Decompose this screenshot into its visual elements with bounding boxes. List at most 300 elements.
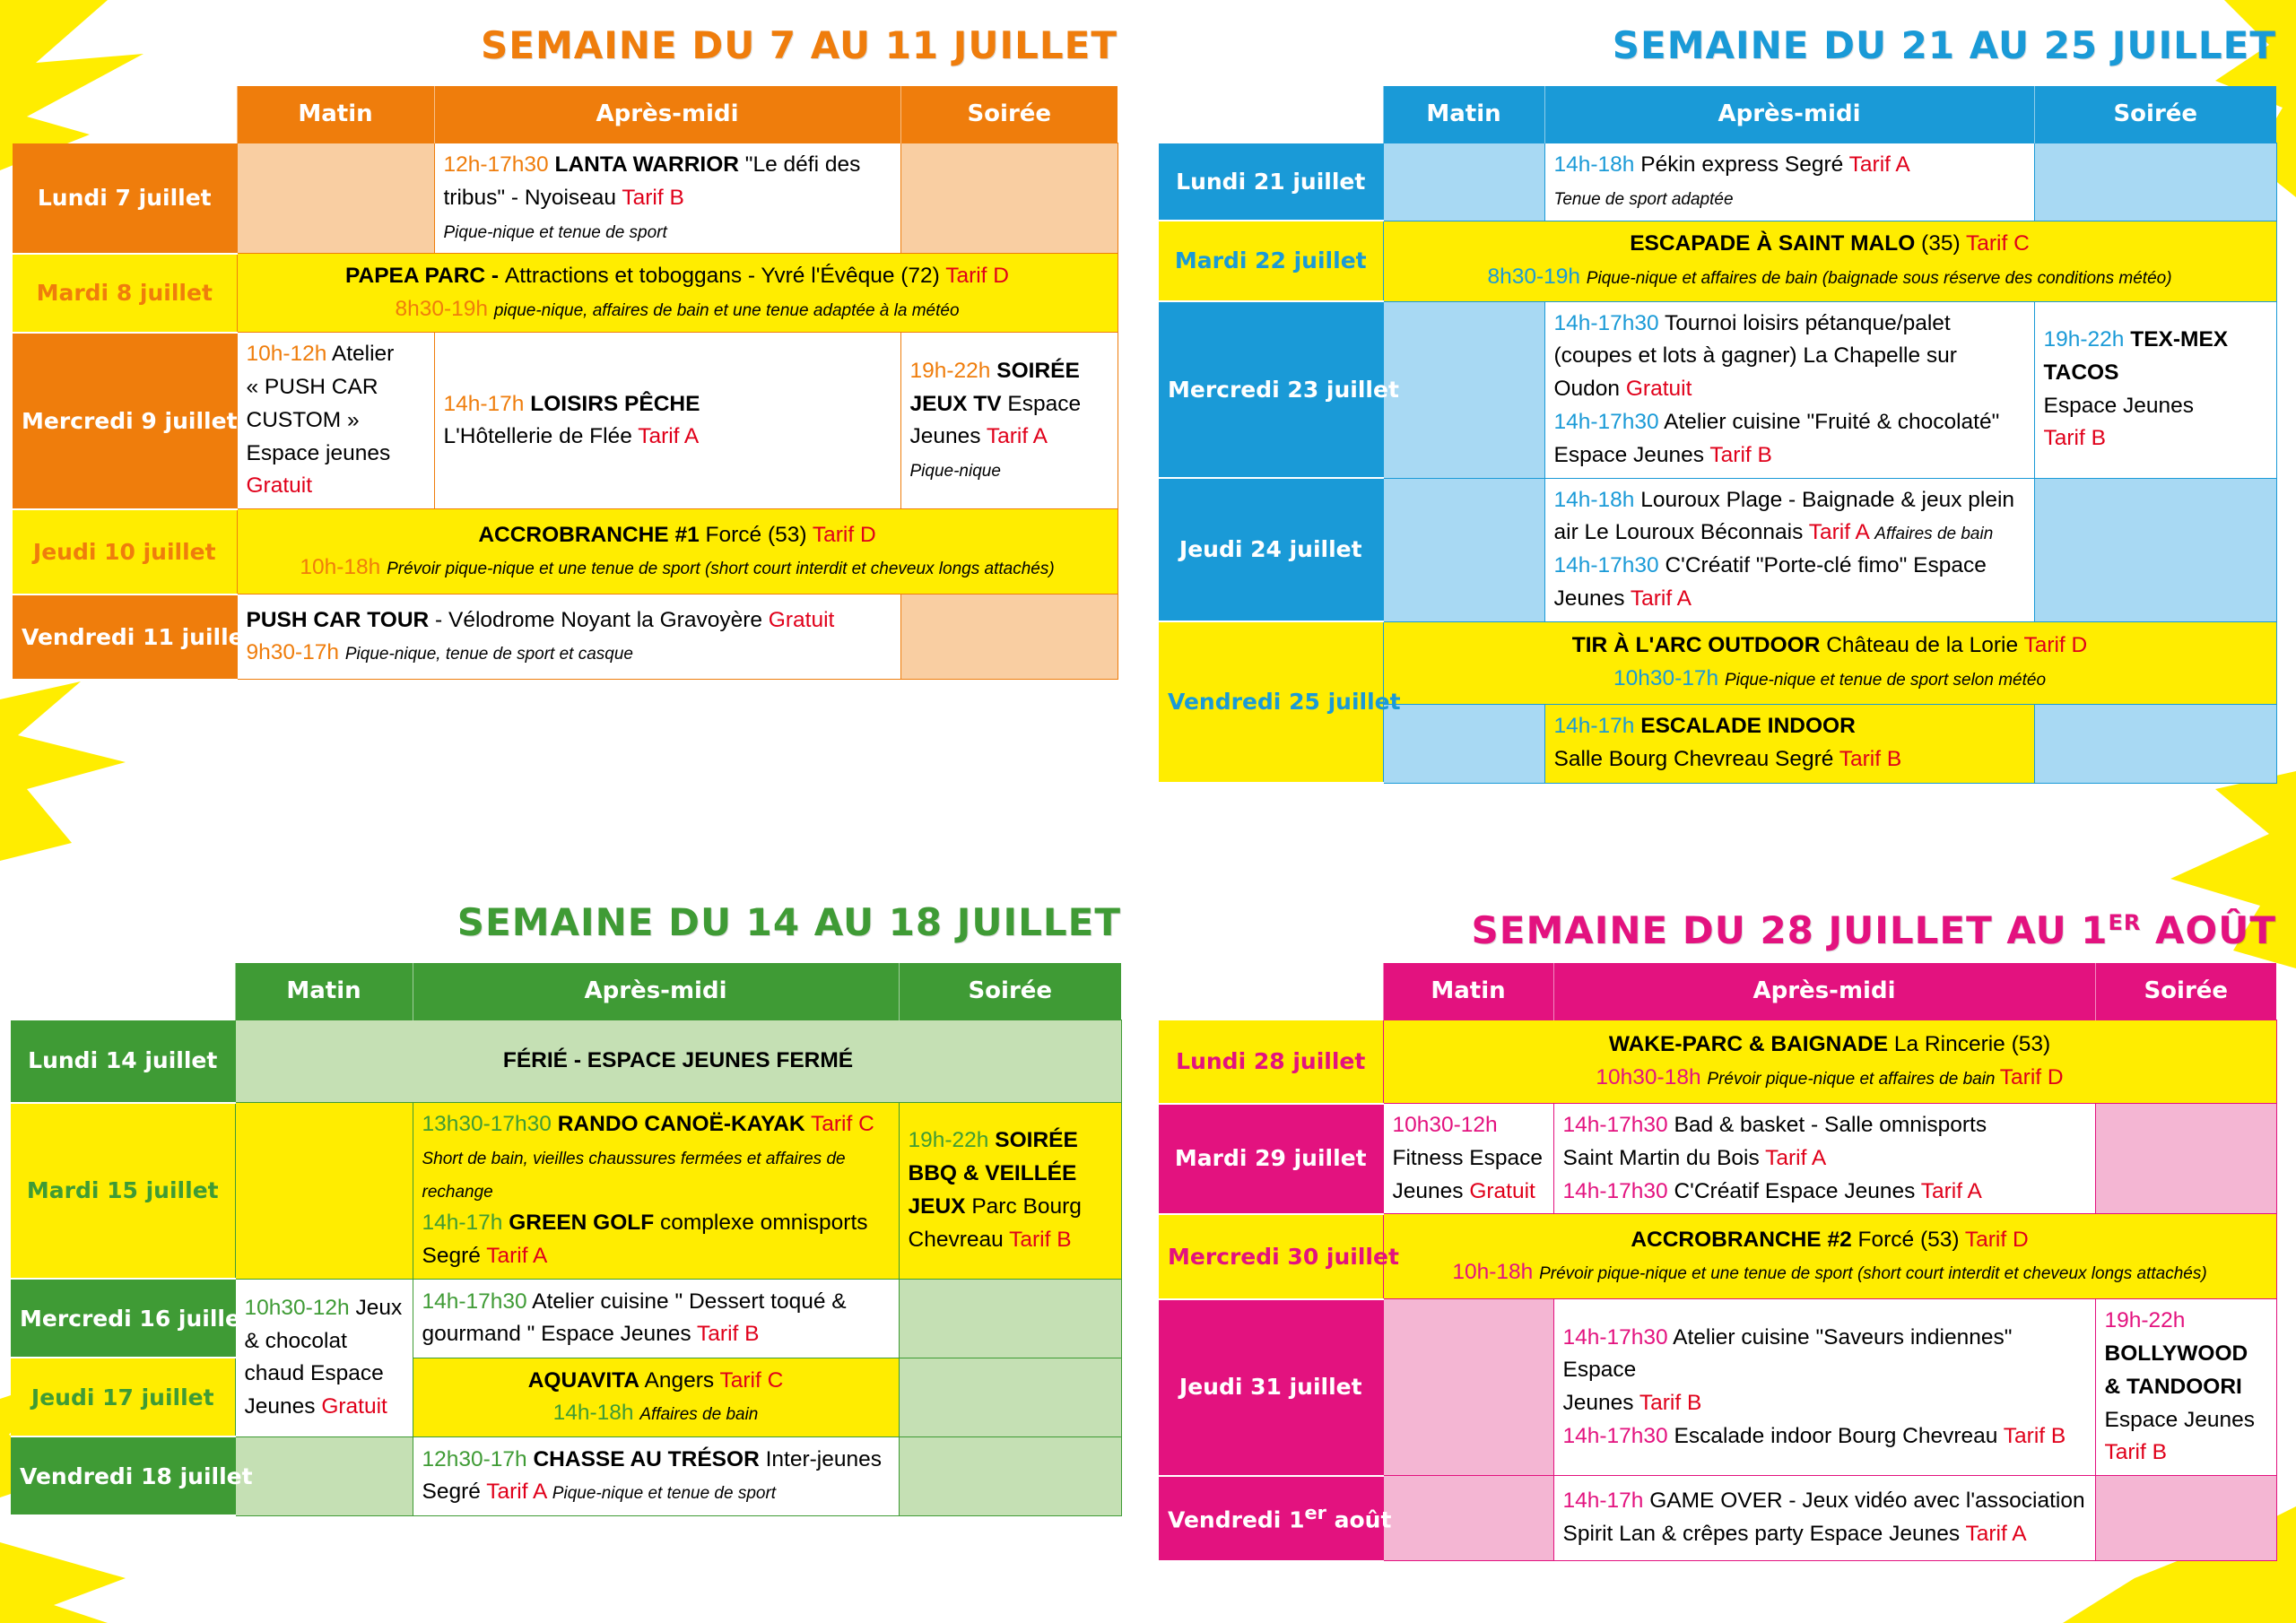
text-line xyxy=(1554,182,2025,215)
text-run: SOIRÉE xyxy=(995,1128,1078,1153)
activity-cell xyxy=(899,1358,1121,1436)
text-line xyxy=(1393,1142,1544,1176)
activity-cell xyxy=(1383,1104,1553,1214)
text-run: Tarif D xyxy=(1999,1065,2064,1089)
day-row xyxy=(1159,621,2276,704)
week-title xyxy=(1613,18,2276,74)
text-run: 19h-22h xyxy=(2104,1308,2186,1333)
text-run: ER xyxy=(2108,910,2142,935)
day-label xyxy=(11,1279,251,1358)
text-run: LOISIRS PÊCHE xyxy=(530,391,700,416)
activity-cell xyxy=(1383,478,1544,621)
text-run: Prévoir pique-nique et affaires de bain xyxy=(1707,1070,2000,1089)
text-line xyxy=(247,260,1109,293)
activity-cell xyxy=(1544,704,2034,783)
text-line xyxy=(1393,261,2267,294)
text-run: er xyxy=(1304,1502,1326,1524)
text-run: Atelier cuisine "Saveurs indiennes" Espace xyxy=(1562,1324,2013,1383)
splash-bottom-left xyxy=(0,1542,126,1623)
activity-cell xyxy=(1383,221,2276,301)
text-run: 14h-18h xyxy=(1553,487,1641,512)
text-run: CHASSE AU TRÉSOR xyxy=(533,1446,760,1471)
text-run: Jeunes xyxy=(244,1394,322,1419)
text-run: Tarif B xyxy=(697,1322,760,1347)
text-line xyxy=(247,371,425,404)
text-run: Tarif C xyxy=(719,1367,784,1393)
text-run: Tarif A xyxy=(1630,586,1692,611)
text-line xyxy=(2105,1371,2267,1404)
activity-cell xyxy=(237,254,1118,333)
text-run: 14h-17h xyxy=(422,1211,509,1236)
text-run: Forcé (53) xyxy=(699,522,813,547)
text-line xyxy=(245,1045,1112,1078)
text-run: Jeux xyxy=(355,1295,403,1320)
text-line xyxy=(910,355,1109,388)
activity-cell xyxy=(1383,1020,2276,1104)
week-28-july-1-august xyxy=(1159,895,2276,1562)
text-run: 14h-17h30 xyxy=(1553,310,1665,335)
text-run: Tarif D xyxy=(945,264,1009,288)
text-run: BOLLYWOOD xyxy=(2104,1341,2248,1366)
activity-cell xyxy=(1544,143,2034,221)
text-run: RANDO CANOË-KAYAK xyxy=(557,1112,805,1136)
schedule-table xyxy=(13,86,1118,681)
text-run: 19h-22h xyxy=(2043,327,2131,352)
text-run: Lundi 7 juillet xyxy=(37,184,212,211)
text-run: Jeunes xyxy=(909,424,987,449)
text-run: Jeudi 17 juillet xyxy=(30,1384,214,1410)
text-run: & chocolat xyxy=(244,1328,347,1353)
text-run: 10h-12h xyxy=(246,342,332,367)
day-label xyxy=(11,1103,235,1280)
text-run: Salle Bourg Chevreau Segré xyxy=(1553,747,1839,771)
text-line xyxy=(422,1240,890,1273)
text-run: Tarif C xyxy=(804,1112,874,1136)
day-row xyxy=(1159,1020,2276,1104)
activity-cell xyxy=(235,1279,413,1436)
text-run: Tarif A xyxy=(1965,1522,2027,1546)
header-spacer xyxy=(11,963,235,1020)
text-run: ACCROBRANCHE #2 xyxy=(1631,1227,1852,1252)
text-run: Espace Jeunes xyxy=(2104,1407,2256,1432)
text-run: Gratuit xyxy=(321,1394,387,1419)
activity-cell xyxy=(413,1103,899,1280)
text-line xyxy=(422,1397,890,1430)
text-run: Tarif B xyxy=(1009,1227,1072,1252)
text-line xyxy=(422,1207,890,1240)
text-line xyxy=(2044,357,2267,390)
text-line xyxy=(1393,629,2267,663)
text-run: 10h30-12h xyxy=(244,1295,356,1320)
column-header: Matin xyxy=(1383,86,1544,143)
text-run: 9h30-17h xyxy=(246,640,345,665)
text-line xyxy=(444,149,891,182)
text-run: tribus" - Nyoiseau xyxy=(443,185,622,210)
text-run: Lundi 14 juillet xyxy=(28,1047,218,1074)
text-run: Affaires de bain xyxy=(639,1405,759,1425)
text-run: Mercredi 23 juillet xyxy=(1168,376,1399,403)
text-run: Tournoi loisirs pétanque/palet xyxy=(1665,310,1951,335)
day-label xyxy=(11,1436,253,1515)
text-run: Atelier cuisine "Fruité & chocolaté" xyxy=(1664,409,2000,434)
text-run: Prévoir pique-nique et une tenue de sport (short court interdit et cheveux longs attachés) xyxy=(1539,1264,2207,1284)
text-line xyxy=(909,1124,1112,1158)
text-line xyxy=(422,1476,890,1509)
day-label xyxy=(1159,1020,1383,1104)
day-label xyxy=(1159,478,1383,621)
text-run: Prévoir pique-nique et une tenue de sport (short court interdit et cheveux longs attachés) xyxy=(387,560,1055,579)
text-run: FÉRIÉ - ESPACE JEUNES FERMÉ xyxy=(502,1048,854,1073)
text-run: Pique-nique et affaires de bain (baignade sous réserve des conditions météo) xyxy=(1586,269,2172,288)
text-line xyxy=(1393,1176,1544,1209)
activity-cell xyxy=(1553,1476,2095,1561)
text-run: Espace Jeunes xyxy=(1553,442,1710,467)
text-run: Pique-nique xyxy=(909,462,1001,481)
text-line xyxy=(1554,308,2025,341)
activity-cell xyxy=(237,333,434,509)
activity-cell xyxy=(900,333,1118,509)
text-line xyxy=(1554,743,2025,777)
text-run: Tarif A xyxy=(638,424,700,449)
column-header: Soirée xyxy=(899,963,1121,1020)
text-run: Espace xyxy=(1001,391,1082,416)
day-row xyxy=(1159,478,2276,621)
text-run: TIR À L'ARC OUTDOOR xyxy=(1571,633,1821,658)
text-line xyxy=(245,1325,404,1358)
text-run: Tarif A xyxy=(486,1244,548,1268)
text-line xyxy=(247,404,425,438)
text-run: Mercredi 30 juillet xyxy=(1168,1243,1399,1270)
week-21-25-july xyxy=(1159,18,2276,772)
text-run: Gratuit xyxy=(1625,377,1692,402)
day-label xyxy=(1159,143,1383,221)
text-run: 14h-17h30 xyxy=(1562,1324,1674,1350)
text-run: (coupes et lots à gagner) La Chapelle sur xyxy=(1553,343,1957,369)
text-run: « PUSH CAR xyxy=(246,375,378,400)
day-label xyxy=(1159,1214,1399,1299)
text-run: Angers xyxy=(639,1367,720,1393)
day-label xyxy=(1159,1104,1383,1214)
text-run: Affaires de bain xyxy=(1874,525,1994,544)
text-line xyxy=(1554,516,2025,550)
text-line xyxy=(247,637,891,670)
text-run: Segré xyxy=(422,1244,487,1268)
text-line xyxy=(909,1191,1112,1224)
text-line xyxy=(1393,663,2267,696)
text-line xyxy=(1554,340,2025,373)
text-line xyxy=(247,551,1109,585)
text-run: 13h30-17h30 xyxy=(422,1112,558,1136)
text-run: Vendredi 25 juillet xyxy=(1168,689,1401,716)
text-line xyxy=(1563,1485,2086,1518)
week-title xyxy=(481,18,1118,74)
text-run: 14h-17h30 xyxy=(1553,553,1665,577)
text-line xyxy=(1563,1322,2086,1388)
day-label xyxy=(1159,621,1401,783)
activity-cell xyxy=(1383,301,1544,478)
text-line xyxy=(909,1158,1112,1191)
activity-cell xyxy=(2095,1104,2276,1214)
day-row xyxy=(1159,1214,2276,1299)
day-label xyxy=(13,333,237,509)
text-line xyxy=(1554,439,2025,473)
text-run: Escalade indoor Bourg Chevreau xyxy=(1674,1423,2004,1448)
text-run: Mardi 22 juillet xyxy=(1174,247,1367,274)
text-run: Chevreau xyxy=(908,1227,1010,1252)
text-run: Pique-nique et tenue de sport xyxy=(552,1484,777,1504)
text-run: air Le Louroux Béconnais xyxy=(1553,520,1809,545)
text-run: Lundi 28 juillet xyxy=(1176,1047,1366,1074)
text-run: 14h-17h xyxy=(1553,714,1641,739)
column-header: Après-midi xyxy=(1544,86,2034,143)
text-line xyxy=(422,1365,890,1398)
text-line xyxy=(422,1108,890,1141)
text-run: Tarif A xyxy=(986,424,1048,449)
text-run: SOIRÉE xyxy=(996,358,1080,383)
text-run: Pique-nique, tenue de sport et casque xyxy=(344,645,633,664)
day-row xyxy=(11,1103,1121,1280)
text-line xyxy=(422,1141,890,1175)
day-label xyxy=(1159,221,1383,301)
text-line xyxy=(1554,484,2025,517)
text-line xyxy=(247,470,425,503)
text-run: gourmand " Espace Jeunes xyxy=(422,1322,698,1347)
text-run: Gratuit xyxy=(768,607,835,632)
activity-cell xyxy=(237,595,900,680)
text-line xyxy=(1554,406,2025,439)
text-run: Forcé (53) xyxy=(1851,1227,1965,1252)
day-row xyxy=(13,509,1118,595)
text-run: & TANDOORI xyxy=(2104,1374,2242,1399)
text-line xyxy=(1393,1109,1544,1142)
day-row xyxy=(13,143,1118,254)
text-run: L'Hôtellerie de Flée xyxy=(443,424,639,449)
activity-cell xyxy=(235,1020,1121,1103)
text-run: Tarif C xyxy=(1966,231,2030,256)
activity-cell xyxy=(434,143,900,254)
activity-cell xyxy=(1383,1214,2276,1299)
day-row xyxy=(1159,1299,2276,1476)
text-line xyxy=(1554,550,2025,583)
text-run: 8h30-19h xyxy=(395,296,494,321)
text-run: Mardi 29 juillet xyxy=(1174,1145,1367,1172)
text-run: ACCROBRANCHE #1 xyxy=(478,522,700,547)
text-run: Gratuit xyxy=(1469,1178,1535,1203)
day-row xyxy=(11,1020,1121,1103)
text-run: 14h-17h30 xyxy=(1562,1113,1674,1137)
text-run: août xyxy=(1326,1506,1392,1533)
week-7-11-july xyxy=(13,18,1118,668)
text-line xyxy=(245,1292,404,1325)
text-run: JEUX TV xyxy=(909,391,1002,416)
column-header: Après-midi xyxy=(1553,963,2095,1020)
activity-cell xyxy=(1383,621,2276,704)
text-run: Short de bain, vieilles chaussures fermées et affaires de xyxy=(422,1149,846,1168)
text-run: Pique-nique et tenue de sport selon météo xyxy=(1724,671,2047,690)
text-run: Tarif B xyxy=(2043,426,2106,451)
day-row xyxy=(1159,221,2276,301)
day-label xyxy=(1159,1299,1383,1476)
activity-cell xyxy=(434,333,900,509)
text-run: ESCAPADE À SAINT MALO xyxy=(1630,231,1916,256)
schedule-table xyxy=(11,963,1122,1516)
text-run: - Vélodrome Noyant la Gravoyère xyxy=(429,607,769,632)
text-line xyxy=(247,293,1109,326)
text-run: GAME OVER - Jeux vidéo avec l'association xyxy=(1649,1488,2085,1514)
text-run: C'Créatif Espace Jeunes xyxy=(1674,1178,1921,1203)
day-row xyxy=(1159,1104,2276,1214)
text-run: Louroux Plage - Baignade & jeux plein xyxy=(1640,487,2015,512)
text-line xyxy=(1563,1142,2086,1176)
day-row xyxy=(1159,1476,2276,1561)
text-run: complexe omnisports xyxy=(654,1211,868,1236)
text-run: Oudon xyxy=(1553,377,1626,402)
text-run: SEMAINE DU 7 AU 11 JUILLET xyxy=(481,23,1118,67)
activity-cell xyxy=(1383,1299,1553,1476)
text-run: Château de la Lorie xyxy=(1820,633,2024,658)
day-label xyxy=(1159,1476,1392,1561)
text-line xyxy=(1563,1387,2086,1420)
text-run: TEX-MEX xyxy=(2130,327,2229,352)
text-run: Tarif A xyxy=(486,1480,552,1505)
text-run: 8h30-19h xyxy=(1487,265,1587,289)
text-run: LANTA WARRIOR xyxy=(554,152,739,177)
week-title xyxy=(1472,895,2276,950)
header-spacer xyxy=(13,86,237,143)
text-run: chaud Espace xyxy=(244,1361,384,1386)
text-run: C'Créatif "Porte-clé fimo" Espace xyxy=(1665,553,1987,577)
text-run: AOÛT xyxy=(2141,908,2276,952)
text-run: Mardi 15 juillet xyxy=(26,1177,219,1204)
text-line xyxy=(1563,1518,2086,1551)
day-label xyxy=(13,509,237,595)
text-run: Jeunes xyxy=(1392,1178,1470,1203)
text-run: Inter-jeunes xyxy=(759,1446,882,1471)
text-run: Tarif A xyxy=(1765,1145,1827,1170)
text-run: Tarif B xyxy=(1709,442,1772,467)
text-run: Parc Bourg xyxy=(965,1193,1082,1219)
text-run: Spirit Lan & crêpes party Espace Jeunes xyxy=(1562,1522,1966,1546)
text-run: 14h-18h xyxy=(1553,152,1641,177)
day-label xyxy=(11,1358,235,1436)
text-line xyxy=(2105,1305,2267,1338)
text-line xyxy=(245,1358,404,1391)
activity-cell xyxy=(900,143,1118,254)
text-line xyxy=(1393,1028,2267,1062)
text-run: SEMAINE DU 21 AU 25 JUILLET xyxy=(1612,23,2276,67)
day-row xyxy=(13,333,1118,509)
text-line xyxy=(444,388,891,421)
text-run: Tarif D xyxy=(812,522,876,547)
text-line xyxy=(247,438,425,471)
schedule-table xyxy=(1159,963,2277,1562)
activity-cell xyxy=(899,1103,1121,1280)
text-run: Atelier xyxy=(331,342,395,367)
day-row xyxy=(11,1358,1121,1436)
text-line xyxy=(247,338,425,371)
activity-cell xyxy=(2034,301,2276,478)
activity-cell xyxy=(899,1436,1121,1515)
text-line xyxy=(2105,1436,2267,1470)
day-label xyxy=(13,254,237,333)
column-header: Matin xyxy=(235,963,413,1020)
day-label xyxy=(13,143,237,254)
activity-cell xyxy=(235,1436,413,1515)
text-run: 14h-17h30 xyxy=(422,1289,533,1314)
text-run: PUSH CAR TOUR xyxy=(246,607,430,632)
activity-cell xyxy=(2034,143,2276,221)
text-line xyxy=(1554,710,2025,743)
text-run: Jeunes xyxy=(1562,1391,1639,1416)
text-run: 12h-17h30 xyxy=(443,152,555,177)
activity-cell xyxy=(900,595,1118,680)
column-header: Après-midi xyxy=(434,86,900,143)
text-run: 10h30-12h xyxy=(1392,1113,1498,1137)
activity-cell xyxy=(899,1279,1121,1358)
week-14-18-july xyxy=(11,895,1121,1505)
text-run: Jeudi 24 juillet xyxy=(1178,536,1362,563)
text-run: pique-nique, affaires de bain et une tenue adaptée à la météo xyxy=(493,300,960,320)
text-run: Gratuit xyxy=(246,473,313,499)
text-run: Mardi 8 juillet xyxy=(36,280,213,306)
text-run: Attractions et toboggans - Yvré l'Évêque (72) xyxy=(504,264,946,288)
activity-cell xyxy=(1383,704,1544,783)
text-run: ESCALADE INDOOR xyxy=(1640,714,1856,739)
text-line xyxy=(422,1318,890,1351)
text-run: 10h30-17h xyxy=(1613,666,1725,690)
text-line xyxy=(1554,149,2025,182)
text-run: CUSTOM » xyxy=(246,407,360,432)
text-run: Tarif A xyxy=(1848,152,1910,177)
text-run: (35) xyxy=(1915,231,1966,256)
text-run: BBQ & VEILLÉE xyxy=(908,1161,1077,1186)
day-row xyxy=(11,1436,1121,1515)
text-run: 10h-18h xyxy=(1452,1260,1540,1285)
activity-cell xyxy=(2095,1476,2276,1561)
column-header: Soirée xyxy=(2095,963,2276,1020)
text-run: Lundi 21 juillet xyxy=(1176,168,1366,195)
text-run: Tarif B xyxy=(1839,747,1902,771)
text-run: Tarif A xyxy=(1920,1178,1982,1203)
text-run: Jeudi 31 juillet xyxy=(1178,1374,1362,1401)
text-line xyxy=(910,454,1109,487)
text-run: Tarif B xyxy=(622,185,684,210)
text-line xyxy=(422,1175,890,1208)
text-run: Bad & basket - Salle omnisports xyxy=(1674,1113,1987,1137)
text-run: 10h30-18h xyxy=(1596,1065,1708,1089)
text-run: PAPEA PARC - xyxy=(344,264,505,288)
text-run: 14h-17h xyxy=(443,391,531,416)
text-run: GREEN GOLF xyxy=(509,1211,655,1236)
column-header: Soirée xyxy=(900,86,1118,143)
text-run: Tenue de sport adaptée xyxy=(1553,189,1734,209)
text-run: SEMAINE DU 28 JUILLET AU 1 xyxy=(1471,908,2109,952)
text-run: Vendredi 1 xyxy=(1168,1506,1305,1533)
day-label xyxy=(1159,301,1399,478)
text-line xyxy=(1554,583,2025,616)
activity-cell xyxy=(413,1279,899,1358)
text-run: Vendredi 11 juillet xyxy=(22,623,255,650)
text-line xyxy=(422,1444,890,1477)
text-run: 12h30-17h xyxy=(422,1446,534,1471)
schedule-table xyxy=(1159,86,2277,784)
day-row xyxy=(1159,143,2276,221)
text-line xyxy=(444,182,891,215)
day-row xyxy=(13,595,1118,680)
activity-cell xyxy=(237,143,434,254)
text-line xyxy=(245,1391,404,1424)
splash-left-middle xyxy=(0,681,126,861)
